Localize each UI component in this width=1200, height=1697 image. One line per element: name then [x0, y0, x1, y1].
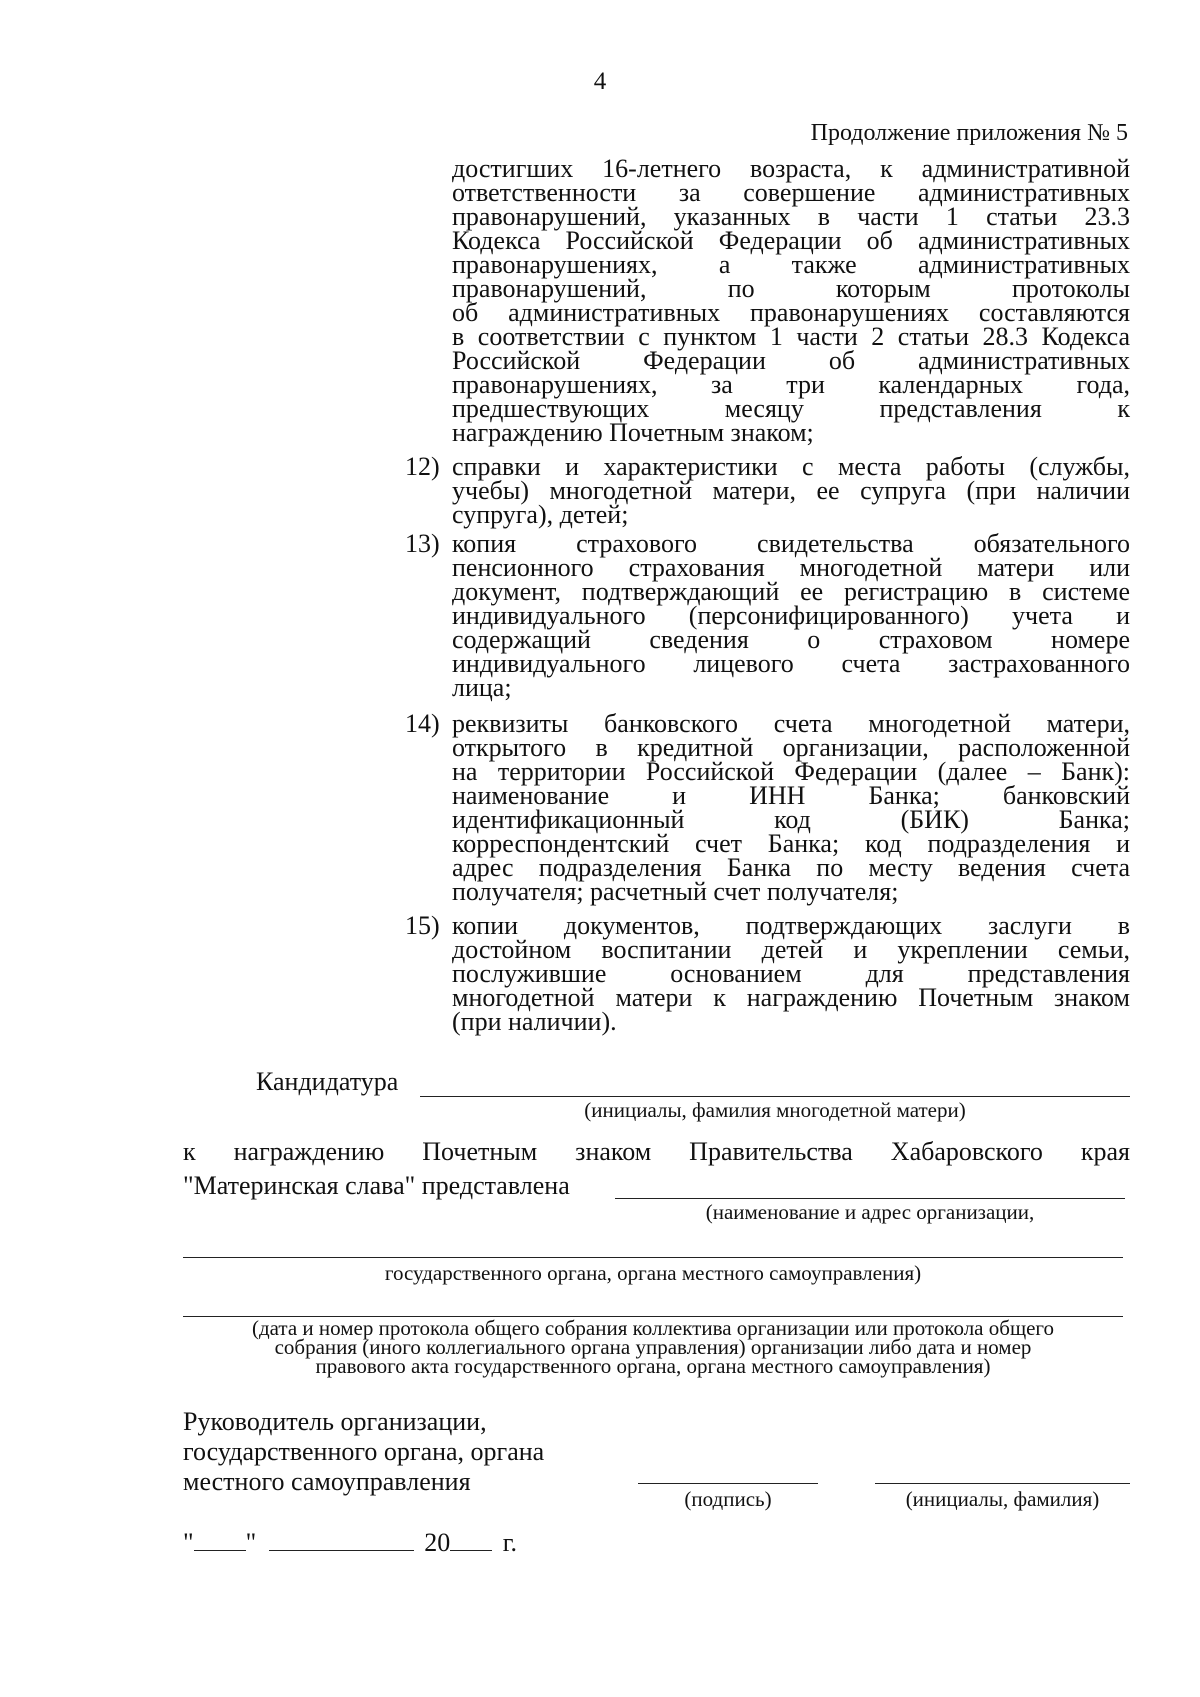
award-statement-line1: к награждению Почетным знаком Правительства Хабаровского края: [183, 1137, 1130, 1166]
text-line: индивидуального (персонифицированного) учета и: [452, 601, 1130, 630]
appendix-label: Продолжение приложения № 5: [810, 120, 1128, 146]
protocol-caption-line: (дата и номер протокола общего собрания коллектива организации или протокола общего: [251, 1316, 1055, 1340]
item-number-12: 12): [405, 452, 440, 481]
item-number-14: 14): [405, 709, 440, 738]
text-line: идентификационный код (БИК) Банка;: [452, 805, 1130, 834]
date-row: [183, 1528, 517, 1558]
date-quote-close: ": [245, 1528, 257, 1557]
item-number-13: 13): [405, 529, 440, 558]
text-line: супруга), детей;: [452, 500, 629, 529]
signature-caption: (подпись): [684, 1487, 772, 1511]
text-line: открытого в кредитной организации, расположенной: [452, 733, 1130, 762]
month-blank[interactable]: [269, 1528, 414, 1551]
text-line: достойном воспитании детей и укреплении семьи,: [452, 935, 1130, 964]
organization-blank-line[interactable]: [615, 1198, 1125, 1199]
list-item-14: [452, 709, 1130, 906]
text-line: корреспондентский счет Банка; код подразделения и: [452, 829, 1130, 858]
day-blank[interactable]: [194, 1528, 246, 1551]
text-line: наименование и ИНН Банка; банковский: [452, 781, 1130, 810]
list-item-13: [452, 529, 1130, 702]
date-quote-open: ": [183, 1528, 194, 1557]
text-line: об административных правонарушениях составляются: [452, 298, 1130, 327]
item-number-15: 15): [405, 911, 440, 940]
continuation-text: [452, 154, 1130, 447]
text-line: ответственности за совершение административных: [452, 178, 1130, 207]
year-blank[interactable]: [450, 1528, 492, 1551]
text-line: Российской Федерации об административных: [452, 346, 1130, 375]
name-caption: (инициалы, фамилия): [905, 1487, 1100, 1511]
text-line: достигших 16-летнего возраста, к административной: [452, 154, 1130, 183]
head-title-line: местного самоуправления: [183, 1467, 471, 1496]
text-line: (при наличии).: [452, 1007, 617, 1036]
list-item-12: [452, 452, 1130, 529]
text-line: индивидуального лицевого счета застрахованного: [452, 649, 1130, 678]
text-line: учебы) многодетной матери, ее супруга (при наличии: [452, 476, 1130, 505]
candidate-caption: (инициалы, фамилия многодетной матери): [584, 1098, 966, 1122]
protocol-caption: [183, 1316, 1123, 1378]
protocol-caption-line: правового акта государственного органа, органа местного самоуправления): [315, 1354, 991, 1378]
text-line: реквизиты банковского счета многодетной матери,: [452, 709, 1130, 738]
signature-blank-line[interactable]: [638, 1483, 818, 1484]
text-line: получателя; расчетный счет получателя;: [452, 877, 899, 906]
text-line: пенсионного страхования многодетной матери или: [452, 553, 1130, 582]
text-line: документ, подтверждающий ее регистрацию в системе: [452, 577, 1130, 606]
text-line: правонарушений, указанных в части 1 статьи 23.3: [452, 202, 1130, 231]
candidate-blank-line[interactable]: [420, 1096, 1130, 1097]
text-line: адрес подразделения Банка по месту ведения счета: [452, 853, 1130, 882]
protocol-caption-line: собрания (иного коллегиального органа управления) организации либо дата и номер: [274, 1335, 1032, 1359]
organization-blank-line-2[interactable]: [183, 1257, 1123, 1258]
text-line: Кодекса Российской Федерации об административных: [452, 226, 1130, 255]
award-statement-line2: "Материнская слава" представлена: [183, 1171, 570, 1200]
head-title-line: государственного органа, органа: [183, 1437, 545, 1466]
text-line: правонарушений, по которым протоколы: [452, 274, 1130, 303]
head-title: [183, 1407, 544, 1497]
text-line: послужившие основанием для представления: [452, 959, 1130, 988]
text-line: лица;: [452, 673, 512, 702]
page-number: 4: [593, 68, 607, 95]
text-line: справки и характеристики с места работы (службы,: [452, 452, 1130, 481]
text-line: в соответствии с пунктом 1 части 2 статьи 28.3 Кодекса: [452, 322, 1130, 351]
text-line: содержащий сведения о страховом номере: [452, 625, 1130, 654]
text-line: многодетной матери к награждению Почетным знаком: [452, 983, 1130, 1012]
text-line: копия страхового свидетельства обязательного: [452, 529, 1130, 558]
organization-caption-2: государственного органа, органа местного самоуправления): [384, 1261, 922, 1285]
text-line: предшествующих месяцу представления к: [452, 394, 1130, 423]
year-suffix: г.: [502, 1528, 517, 1557]
text-line: награждению Почетным знаком;: [452, 418, 814, 447]
candidate-label: Кандидатура: [256, 1067, 399, 1096]
list-item-15: [452, 911, 1130, 1036]
year-prefix: 20: [424, 1528, 451, 1557]
text-line: на территории Российской Федерации (далее – Банк):: [452, 757, 1130, 786]
text-line: правонарушениях, за три календарных года,: [452, 370, 1130, 399]
name-blank-line[interactable]: [875, 1483, 1130, 1484]
organization-caption: (наименование и адрес организации,: [705, 1200, 1035, 1224]
text-line: копии документов, подтверждающих заслуги в: [452, 911, 1130, 940]
head-title-line: Руководитель организации,: [183, 1407, 487, 1436]
text-line: правонарушениях, а также административных: [452, 250, 1130, 279]
